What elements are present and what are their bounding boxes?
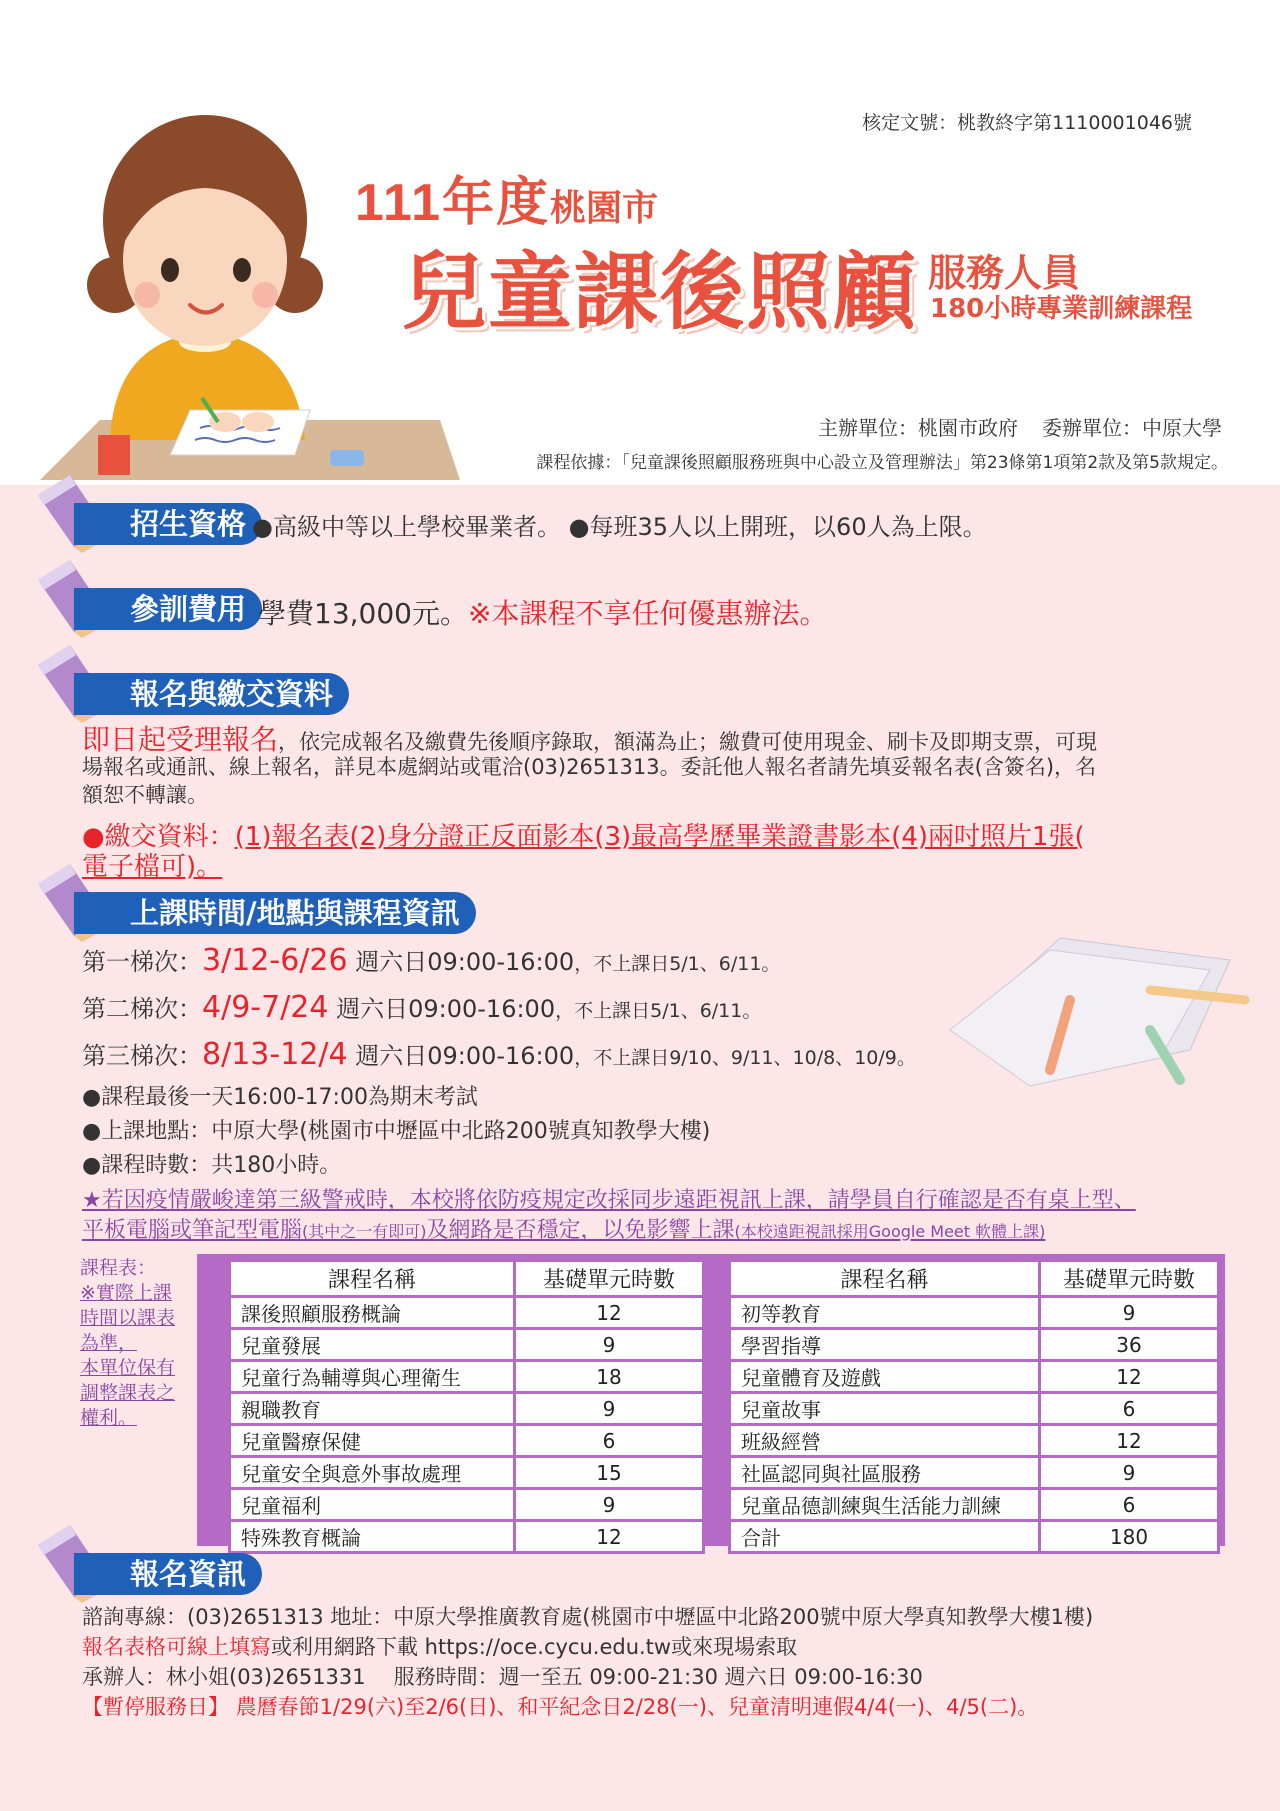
- title-city: 桃園市: [550, 187, 659, 228]
- registration-line-2: 場報名或通訊、線上報名，詳見本處網站或電洽(03)2651313。委託他人報名者請先填妥報名表(含簽名)，名: [82, 755, 1097, 779]
- table-row: 特殊教育概論 12: [230, 1521, 704, 1553]
- table-row: 班級經營 12: [730, 1425, 1219, 1457]
- documents-label: ●繳交資料：: [82, 822, 235, 852]
- registration-line-3: 額恕不轉讓。: [82, 783, 208, 807]
- table-row: 兒童行為輔導與心理衛生 18: [230, 1361, 704, 1393]
- course-table-left: [228, 1259, 705, 1554]
- fee-line: [258, 592, 827, 632]
- section-title: 招生資格: [74, 503, 262, 545]
- table-row: 兒童安全與意外事故處理 15: [230, 1457, 704, 1489]
- column-header: 基礎單元時數: [1040, 1261, 1219, 1297]
- batch-3: 第三梯次：8/13-12/4 週六日09:00-16:00，不上課日9/10、9/11、10/8、10/9。: [82, 1037, 916, 1072]
- batch-date: 3/12-6/26: [202, 943, 348, 978]
- section-title: 參訓費用: [74, 588, 262, 630]
- fee-note: ※本課程不享任何優惠辦法。: [467, 597, 828, 630]
- covid-note-line-2: 平板電腦或筆記型電腦(其中之一有即可)及網路是否穩定，以免影響上課(本校遠距視訊採用Google Meet 軟體上課): [82, 1218, 1046, 1243]
- table-row: 課後照顧服務概論 12: [230, 1297, 704, 1329]
- table-row: 兒童故事 6: [730, 1393, 1219, 1425]
- title-course-hours: 180小時專業訓練課程: [930, 294, 1193, 324]
- note-hours: ●課程時數：共180小時。: [82, 1153, 342, 1178]
- batch-date: 8/13-12/4: [202, 1037, 348, 1072]
- table-row: 合計 180: [730, 1521, 1219, 1553]
- form-download-line: 報名表格可線上填寫或利用網路下載 https://oce.cycu.edu.tw或來現場索取: [82, 1635, 798, 1659]
- table-row: 親職教育 9: [230, 1393, 704, 1425]
- registration-lead: 即日起受理報名: [82, 723, 279, 756]
- column-header: 課程名稱: [730, 1261, 1040, 1297]
- section-title: 報名與繳交資料: [74, 673, 349, 715]
- fee-amount: 學費13,000元。: [258, 597, 468, 630]
- batch-date: 4/9-7/24: [202, 990, 329, 1025]
- table-row: 兒童福利 9: [230, 1489, 704, 1521]
- contact-line: 諮詢專線：(03)2651313 地址：中原大學推廣教育處(桃園市中壢區中北路200號中原大學真知教學大樓1樓): [82, 1605, 1094, 1629]
- table-header-row: [230, 1261, 704, 1297]
- title-subtitle: 服務人員: [928, 251, 1081, 295]
- section-title: 上課時間/地點與課程資訊: [74, 892, 476, 934]
- table-header-row: [730, 1261, 1219, 1297]
- covid-note-line-1: ★若因疫情嚴峻達第三級警戒時，本校將依防疫規定改採同步遠距視訊上課，請學員自行確認是否有桌上型、: [82, 1188, 1136, 1213]
- batch-2: 第二梯次：4/9-7/24 週六日09:00-16:00，不上課日5/1、6/11。: [82, 990, 762, 1025]
- table-row: 兒童醫療保健 6: [230, 1425, 704, 1457]
- title-main: 兒童課後照顧: [402, 245, 919, 339]
- note-exam: ●課程最後一天16:00-17:00為期末考試: [82, 1085, 478, 1110]
- eligibility-text: ●高級中等以上學校畢業者。 ●每班35人以上開班，以60人為上限。: [252, 513, 987, 541]
- table-row: 社區認同與社區服務 9: [730, 1457, 1219, 1489]
- table-row: 初等教育 9: [730, 1297, 1219, 1329]
- course-table-note: 課程表： ※實際上課 時間以課表 為準， 本單位保有 調整課表之 權利。: [80, 1257, 176, 1429]
- registration-line-1: 即日起受理報名，依完成報名及繳費先後順序錄取，額滿為止；繳費可使用現金、刷卡及即期支票，可現: [82, 723, 1098, 756]
- title-year-city: [355, 160, 658, 235]
- course-table: [197, 1254, 1225, 1550]
- table-row: 學習指導 36: [730, 1329, 1219, 1361]
- column-header: 基礎單元時數: [515, 1261, 704, 1297]
- table-row: 兒童品德訓練與生活能力訓練 6: [730, 1489, 1219, 1521]
- document-number: 核定文號：桃教終字第1110001046號: [862, 112, 1192, 134]
- closure-dates-line: 【暫停服務日】 農曆春節1/29(六)至2/6(日)、和平紀念日2/28(一)、兒童清明連假4/4(一)、4/5(二)。: [82, 1695, 1039, 1719]
- documents-line-1: ●繳交資料：(1)報名表(2)身分證正反面影本(3)最高學歷畢業證書影本(4)兩吋照片1張(: [82, 822, 1085, 852]
- organizer-line: [818, 412, 1222, 441]
- documents-line-2: 電子檔可)。: [82, 852, 223, 882]
- table-row: 兒童體育及遊戲 12: [730, 1361, 1219, 1393]
- legal-basis: 課程依據：「兒童課後照顧服務班與中心設立及管理辦法」第23條第1項第2款及第5款規定。: [536, 453, 1228, 473]
- column-header: 課程名稱: [230, 1261, 515, 1297]
- paper-pencils-illustration: [940, 930, 1260, 1090]
- section-title: 報名資訊: [74, 1553, 262, 1595]
- commissioned-unit: 委辦單位：中原大學: [1042, 416, 1222, 440]
- service-hours-line: 承辦人：林小姐(03)2651331 服務時間：週一至五 09:00-21:30 週六日 09:00-16:30: [82, 1665, 923, 1689]
- batch-1: 第一梯次：3/12-6/26 週六日09:00-16:00，不上課日5/1、6/11。: [82, 943, 781, 978]
- note-location: ●上課地點：中原大學(桃園市中壢區中北路200號真知教學大樓): [82, 1119, 711, 1144]
- host-unit: 主辦單位：桃園市政府: [818, 416, 1018, 440]
- title-year: 111年度: [355, 174, 551, 232]
- course-table-right: [728, 1259, 1220, 1554]
- table-row: 兒童發展 9: [230, 1329, 704, 1361]
